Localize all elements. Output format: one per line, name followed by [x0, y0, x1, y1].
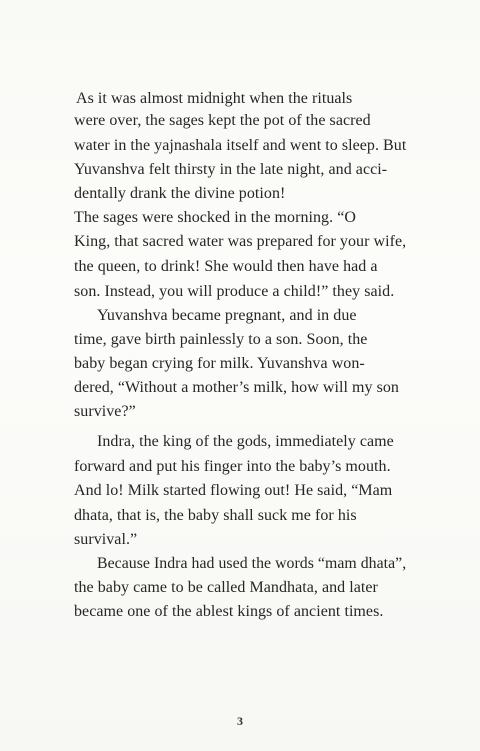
text-line-12: baby began crying for milk. Yuvanshva won-	[74, 355, 365, 372]
text-line-4: Yuvanshva felt thirsty in the late night, and acci-	[74, 161, 388, 178]
text-line-1: As it was almost midnight when the rituals	[76, 90, 353, 107]
text-line-8: the queen, to drink! She would then have had a	[74, 258, 378, 275]
text-line-5: dentally drank the divine potion!	[74, 185, 286, 202]
text-line-11: time, gave birth painlessly to a son. Soon, the	[74, 331, 368, 348]
text-line-21: the baby came to be called Mandhata, and later	[74, 579, 378, 596]
text-line-19: survival.”	[74, 531, 138, 548]
text-line-3: water in the yajnashala itself and went to sleep. But	[74, 137, 407, 154]
text-line-9: son. Instead, you will produce a child!” they said.	[74, 283, 395, 300]
text-line-13: dered, “Without a mother’s milk, how will my son	[74, 379, 399, 396]
text-line-17: And lo! Milk started flowing out! He said, “Mam	[74, 482, 393, 499]
text-line-2: were over, the sages kept the pot of the sacred	[74, 112, 371, 129]
text-line-16: forward and put his finger into the baby’s mouth.	[74, 458, 391, 475]
text-line-18: dhata, that is, the baby shall suck me for his	[74, 507, 357, 524]
text-line-20: Because Indra had used the words “mam dhata”,	[97, 555, 407, 572]
text-line-6: The sages were shocked in the morning. “O	[74, 209, 356, 226]
text-line-15: Indra, the king of the gods, immediately came	[97, 433, 394, 450]
text-line-7: King, that sacred water was prepared for your wife,	[74, 233, 407, 250]
page-number: 3	[237, 714, 243, 728]
text-line-14: survive?”	[74, 403, 136, 420]
text-line-22: became one of the ablest kings of ancient times.	[74, 603, 384, 620]
text-line-10: Yuvanshva became pregnant, and in due	[97, 307, 357, 324]
